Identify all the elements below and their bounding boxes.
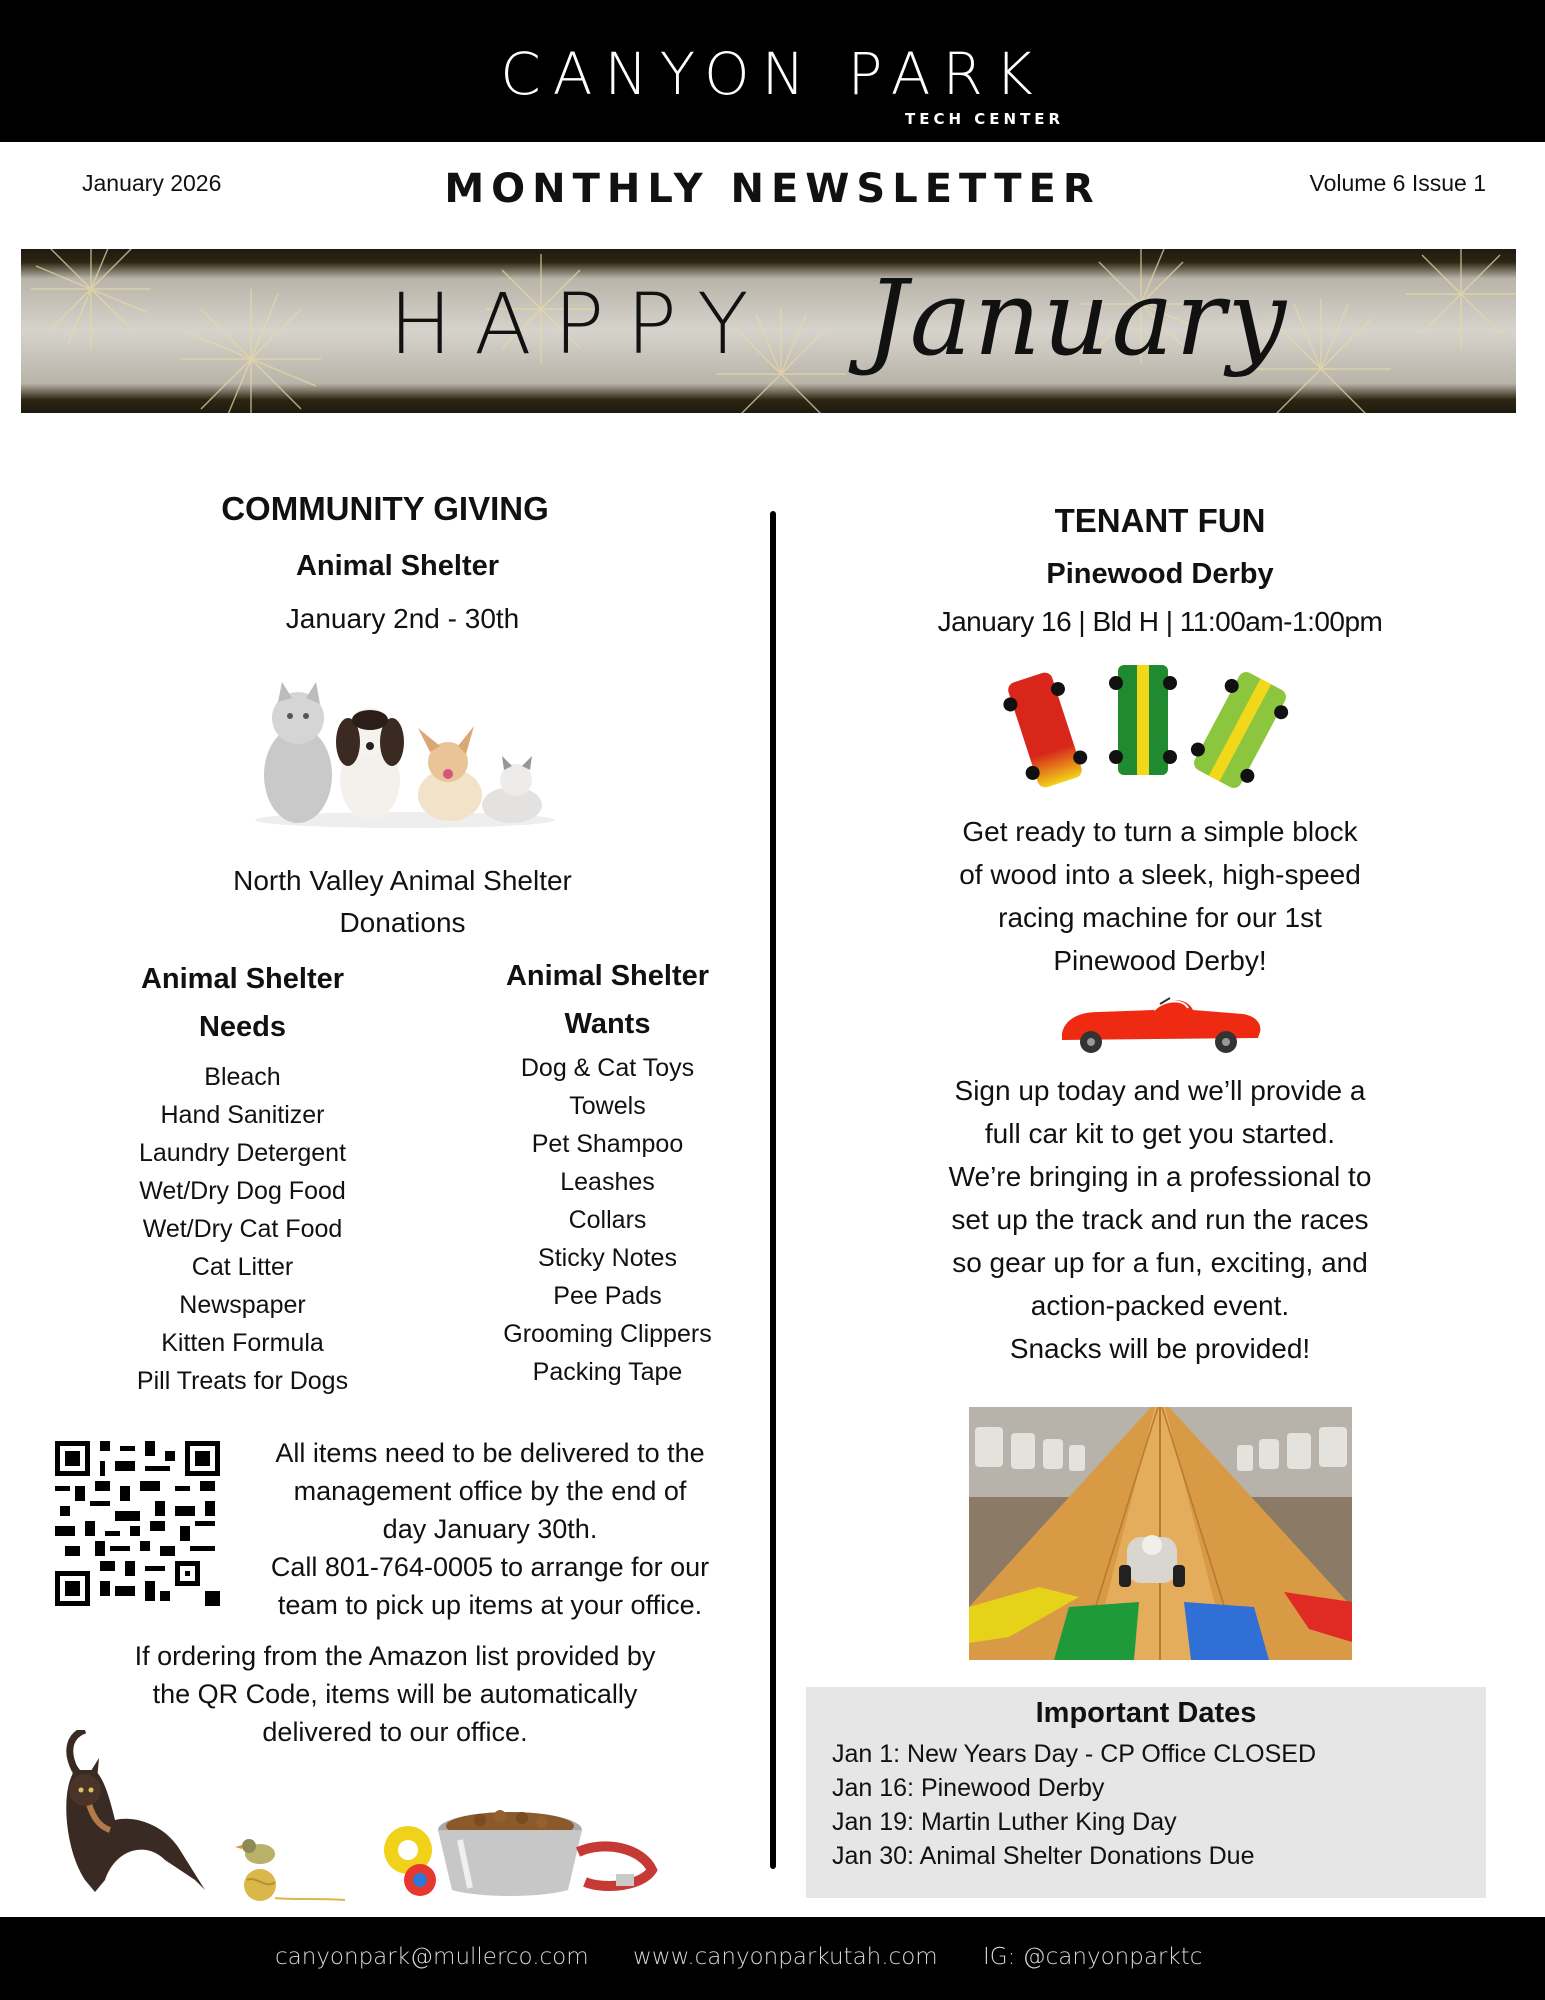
- happy-january-banner: [21, 249, 1516, 413]
- wants-heading-line: Wants: [564, 1008, 651, 1040]
- important-date-item: Jan 1: New Years Day - CP Office CLOSED: [832, 1740, 1317, 1768]
- needs-list-item: Cat Litter: [191, 1253, 294, 1281]
- qr-code-icon[interactable]: [55, 1441, 220, 1606]
- delivery-line: team to pick up items at your office.: [277, 1590, 703, 1620]
- needs-list-item: Wet/Dry Cat Food: [142, 1215, 343, 1243]
- important-dates-title: Important Dates: [1035, 1697, 1257, 1729]
- top-header-bar: [0, 0, 1545, 142]
- pet-food-bowl-image: [380, 1790, 660, 1900]
- derby-description: [880, 1069, 1440, 1370]
- column-divider: [770, 511, 776, 1869]
- newsletter-title: MONTHLY NEWSLETTER: [444, 166, 1101, 212]
- derby-description-line: Sign up today and we’ll provide a: [954, 1075, 1366, 1106]
- wants-list-item: Towels: [569, 1092, 646, 1120]
- red-race-car-icon: [1058, 990, 1263, 1058]
- pinewood-derby-subheading: Pinewood Derby: [1046, 558, 1274, 590]
- amazon-line: the QR Code, items will be automatically: [152, 1679, 638, 1709]
- wants-list: [455, 1049, 760, 1391]
- needs-list-item: Bleach: [204, 1063, 281, 1091]
- derby-intro-line: racing machine for our 1st: [998, 902, 1322, 933]
- needs-list-item: Newspaper: [179, 1291, 306, 1319]
- derby-description-line: We’re bringing in a professional to: [948, 1161, 1372, 1192]
- tenant-fun-heading: TENANT FUN: [1054, 502, 1266, 539]
- delivery-line: management office by the end of: [293, 1476, 687, 1506]
- animal-shelter-subheading: Animal Shelter: [295, 550, 500, 582]
- community-giving-heading: COMMUNITY GIVING: [221, 490, 549, 527]
- needs-list-item: Wet/Dry Dog Food: [139, 1177, 346, 1205]
- derby-description-line: full car kit to get you started.: [984, 1118, 1336, 1149]
- pinewood-cars-image: [1000, 665, 1300, 795]
- derby-details: January 16 | Bld H | 11:00am-1:00pm: [937, 606, 1383, 637]
- wants-list-item: Dog & Cat Toys: [520, 1054, 695, 1082]
- needs-list-item: Pill Treats for Dogs: [136, 1367, 349, 1395]
- footer-email-link[interactable]: canyonpark@mullerco.com: [275, 1944, 589, 1970]
- shelter-dates: January 2nd - 30th: [285, 603, 520, 634]
- needs-list-item: Laundry Detergent: [138, 1139, 347, 1167]
- issue-date: January 2026: [82, 170, 222, 196]
- wants-list-item: Packing Tape: [532, 1358, 683, 1386]
- derby-description-line: so gear up for a fun, exciting, and: [952, 1247, 1368, 1278]
- wants-heading-line: Animal Shelter: [505, 960, 710, 992]
- wants-list-item: Leashes: [560, 1168, 655, 1196]
- wants-list-item: Pet Shampoo: [531, 1130, 684, 1158]
- shelter-org-line: Donations: [339, 907, 466, 938]
- derby-description-line: action-packed event.: [1030, 1290, 1290, 1321]
- issue-volume: Volume 6 Issue 1: [1309, 170, 1486, 196]
- footer-bar: [0, 1917, 1545, 2000]
- needs-heading: [90, 955, 395, 1051]
- important-date-item: Jan 30: Animal Shelter Donations Due: [832, 1842, 1255, 1870]
- important-dates-list: [832, 1737, 1316, 1873]
- important-date-item: Jan 19: Martin Luther King Day: [832, 1808, 1177, 1836]
- amazon-line: delivered to our office.: [262, 1717, 528, 1747]
- delivery-line: All items need to be delivered to the: [275, 1438, 705, 1468]
- kitten-bird-image: [55, 1730, 355, 1910]
- footer-instagram-link[interactable]: IG: @canyonparktc: [983, 1944, 1203, 1970]
- derby-description-line: Snacks will be provided!: [1009, 1333, 1311, 1364]
- banner-happy-text: HAPPY: [389, 275, 771, 373]
- delivery-line: day January 30th.: [382, 1514, 598, 1544]
- derby-track-image: [969, 1407, 1352, 1660]
- derby-intro-line: Pinewood Derby!: [1053, 945, 1267, 976]
- amazon-line: If ordering from the Amazon list provided by: [134, 1641, 656, 1671]
- needs-list: [90, 1058, 395, 1400]
- derby-intro-line: Get ready to turn a simple block: [962, 816, 1358, 847]
- needs-list-item: Kitten Formula: [161, 1329, 324, 1357]
- wants-list-item: Collars: [568, 1206, 647, 1234]
- wants-heading: [455, 952, 760, 1048]
- shelter-org-line: North Valley Animal Shelter: [233, 865, 572, 896]
- important-dates-box: [806, 1687, 1486, 1898]
- needs-heading-line: Animal Shelter: [140, 963, 345, 995]
- pets-group-image: [250, 670, 560, 830]
- derby-intro-line: of wood into a sleek, high-speed: [959, 859, 1361, 890]
- wants-list-item: Sticky Notes: [538, 1244, 677, 1272]
- brand-logo: CANYON PARK: [500, 40, 1045, 108]
- brand-subtitle: TECH CENTER: [905, 110, 1065, 128]
- delivery-phone-line: Call 801-764-0005 to arrange for our: [270, 1552, 710, 1582]
- derby-intro: [870, 810, 1450, 982]
- shelter-org-name: [60, 860, 745, 944]
- wants-list-item: Grooming Clippers: [503, 1320, 712, 1348]
- important-date-item: Jan 16: Pinewood Derby: [832, 1774, 1105, 1802]
- wants-list-item: Pee Pads: [553, 1282, 662, 1310]
- derby-description-line: set up the track and run the races: [951, 1204, 1369, 1235]
- delivery-instructions: [230, 1434, 750, 1624]
- footer-website-link[interactable]: www.canyonparkutah.com: [633, 1944, 938, 1970]
- needs-list-item: Hand Sanitizer: [160, 1101, 325, 1129]
- banner-january-script: January: [866, 257, 1289, 379]
- needs-heading-line: Needs: [198, 1011, 287, 1043]
